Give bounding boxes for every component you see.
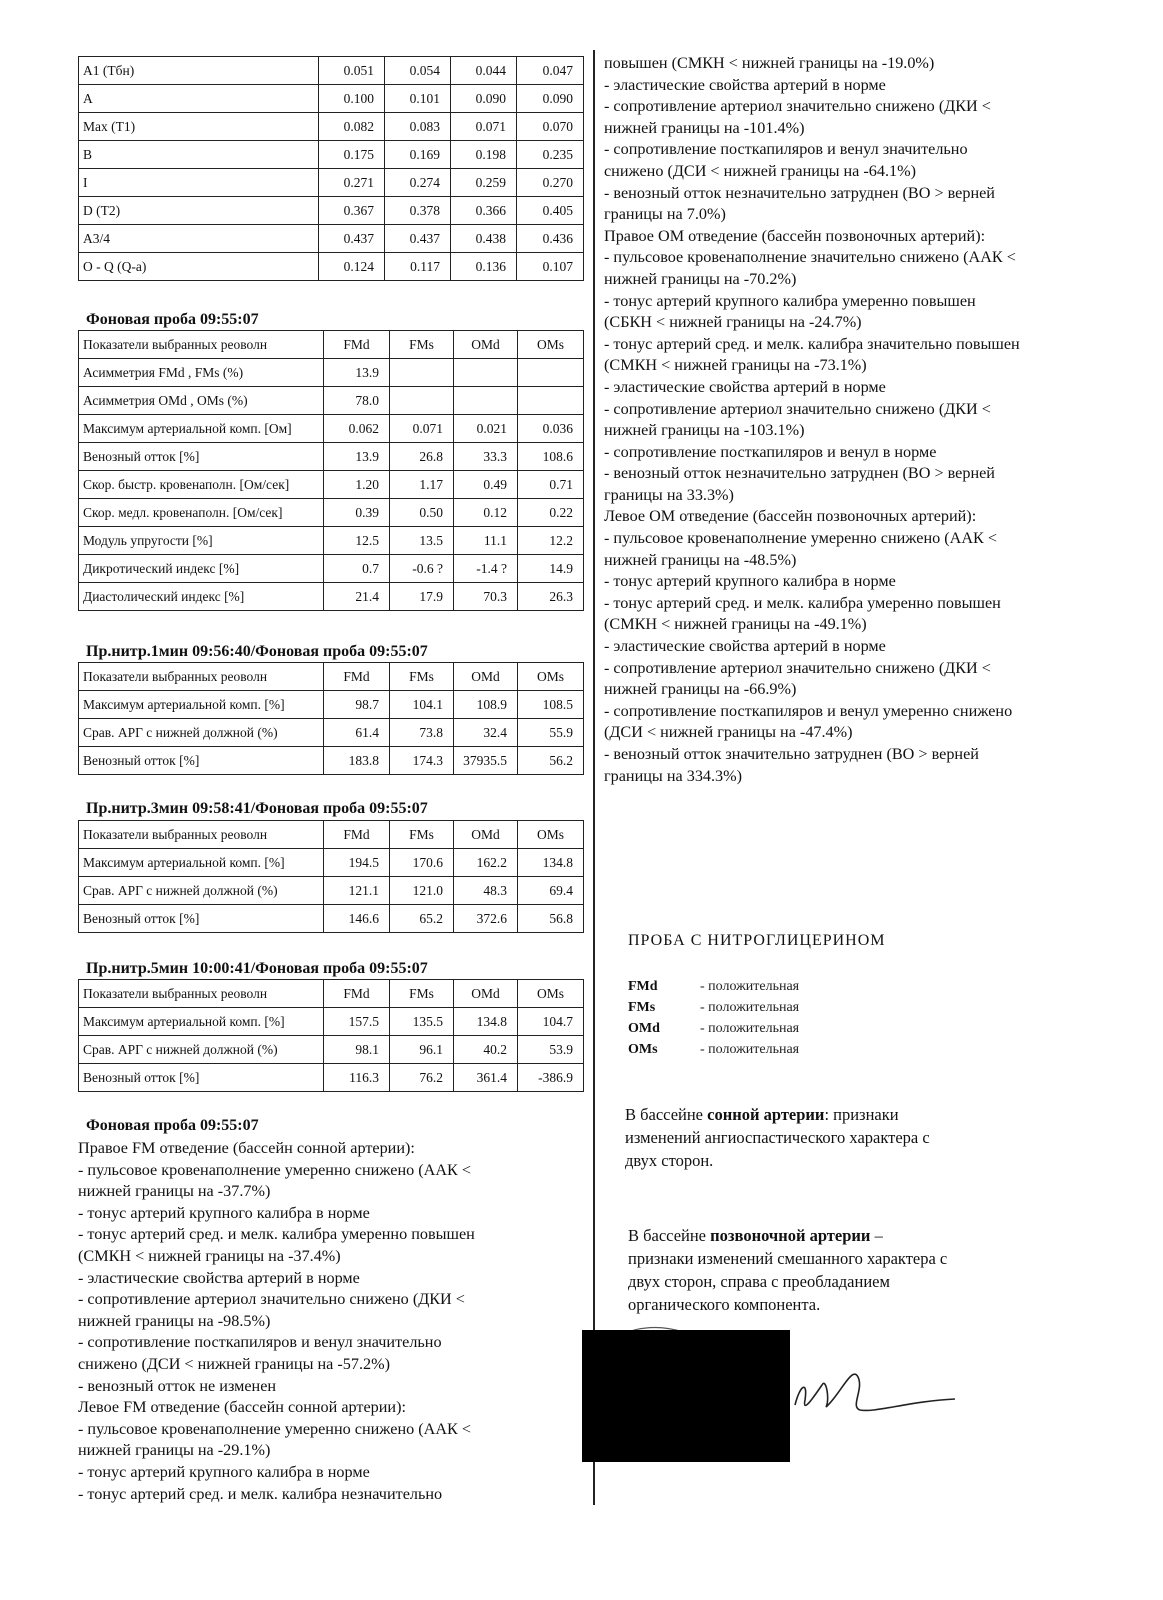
value-cell: 0.235 [517,141,584,169]
table-row [79,141,584,169]
findings-title: Фоновая проба 09:55:07 [86,1117,259,1134]
value-cell: 146.6 [324,905,390,933]
redaction-box [582,1330,790,1462]
value-cell: 0.101 [385,85,451,113]
text-line: Левое FM отведение (бассейн сонной артерии): [78,1398,406,1417]
left-findings-text [78,1138,475,1505]
row-label: Асимметрия FMd , FMs (%) [79,359,324,387]
header-cell: OMd [454,980,518,1008]
row-label: Max (T1) [79,113,319,141]
conclusion-vertebral-lead: В бассейне [628,1226,711,1245]
value-cell: 13.9 [324,359,390,387]
value-cell: 0.405 [517,197,584,225]
value-cell: 0.036 [518,415,584,443]
value-cell: 0.378 [385,197,451,225]
value-cell: 70.3 [454,583,518,611]
value-cell: 0.436 [517,225,584,253]
text-line: - сопротивление посткапиляров и венул умеренно снижено [604,701,1013,720]
value-cell: 0.124 [319,253,385,281]
text-line: (СМКН < нижней границы на -73.1%) [604,356,867,375]
row-label: Срав. АРГ с нижней должной (%) [79,719,324,747]
value-cell: 21.4 [324,583,390,611]
header-cell: FMd [324,331,390,359]
text-line: (ДСИ < нижней границы на -47.4%) [604,723,853,742]
value-cell: 0.39 [324,499,390,527]
value-cell: 135.5 [390,1008,454,1036]
value-cell: 134.8 [454,1008,518,1036]
text-line: - тонус артерий крупного калибра в норме [78,1203,370,1222]
value-cell: 55.9 [518,719,584,747]
value-cell: 170.6 [390,849,454,877]
table-row [79,555,584,583]
text-line: нижней границы на -98.5%) [78,1311,271,1330]
table-row [79,583,584,611]
table-row [79,85,584,113]
probe-result-value: - положительная [700,1042,800,1057]
text-line: границы на 334.3%) [604,766,743,785]
table-row [79,225,584,253]
header-cell: OMd [454,331,518,359]
value-cell: 0.090 [517,85,584,113]
probe-result-value: - положительная [700,979,800,994]
nitro-1min-title: Пр.нитр.1мин 09:56:40/Фоновая проба 09:55:07 [86,643,428,660]
value-cell: 98.7 [324,691,390,719]
value-cell: 0.082 [319,113,385,141]
value-cell: 0.366 [451,197,517,225]
row-label: Скор. быстр. кровенаполн. [Ом/сек] [79,471,324,499]
value-cell: 162.2 [454,849,518,877]
value-cell: 0.274 [385,169,451,197]
value-cell: 0.437 [385,225,451,253]
table-header-row [79,663,584,691]
value-cell: 104.1 [390,691,454,719]
value-cell: 121.0 [390,877,454,905]
value-cell: -0.6 ? [390,555,454,583]
value-cell: 98.1 [324,1036,390,1064]
conclusion-carotid [625,1103,930,1172]
text-line: органического компонента. [628,1295,821,1314]
value-cell: 0.12 [454,499,518,527]
text-line: нижней границы на -29.1%) [78,1441,271,1460]
value-cell: 0.7 [324,555,390,583]
text-line: - тонус артерий сред. и мелк. калибра незначительно [78,1484,443,1503]
header-cell: Показатели выбранных реоволн [79,663,324,691]
probe-lead-name: FMs [628,1000,656,1015]
row-label: Максимум артериальной комп. [%] [79,691,324,719]
text-line: повышен (СМКН < нижней границы на -19.0%) [604,54,935,72]
value-cell: 33.3 [454,443,518,471]
row-label: Асимметрия OMd , OMs (%) [79,387,324,415]
conclusion-vertebral-bold: позвоночной артерии [710,1226,871,1245]
value-cell: 65.2 [390,905,454,933]
table-header-row [79,980,584,1008]
background-test-table [78,330,584,611]
nitro-1min-table [78,662,584,775]
value-cell: 108.5 [518,691,584,719]
text-line: - венозный отток незначительно затруднен (ВО > верней [604,183,995,202]
value-cell: 0.070 [517,113,584,141]
row-label: O - Q (Q-a) [79,253,319,281]
table-row [79,169,584,197]
text-line: - сопротивление артериол значительно снижено (ДКИ < [604,399,991,418]
value-cell: 0.117 [385,253,451,281]
header-cell: FMs [390,331,454,359]
nitro-3min-title: Пр.нитр.3мин 09:58:41/Фоновая проба 09:55:07 [86,800,428,817]
text-line: нижней границы на -103.1%) [604,421,805,440]
text-line: двух сторон, справа с преобладанием [628,1272,890,1291]
value-cell [390,387,454,415]
value-cell: 0.100 [319,85,385,113]
header-cell: OMs [518,980,584,1008]
value-cell: 17.9 [390,583,454,611]
value-cell: 1.20 [324,471,390,499]
row-label: B [79,141,319,169]
header-cell: Показатели выбранных реоволн [79,980,324,1008]
value-cell: 0.50 [390,499,454,527]
text-line: (СМКН < нижней границы на -37.4%) [78,1246,341,1265]
value-cell: 183.8 [324,747,390,775]
table-row [79,1008,584,1036]
value-cell: 194.5 [324,849,390,877]
text-line: границы на 33.3%) [604,485,734,504]
value-cell: 26.3 [518,583,584,611]
row-label: Дикротический индекс [%] [79,555,324,583]
header-cell: FMs [390,663,454,691]
probe-lead-name: FMd [628,979,658,994]
text-line: - пульсовое кровенаполнение умеренно снижено (ААК < [604,529,997,548]
value-cell: 32.4 [454,719,518,747]
conclusion-carotid-rest: : признаки [824,1105,899,1124]
value-cell: 0.271 [319,169,385,197]
value-cell: 0.437 [319,225,385,253]
value-cell: 12.5 [324,527,390,555]
value-cell: 0.044 [451,57,517,85]
text-line: - сопротивление посткапиляров и венул значительно [78,1333,442,1352]
row-label: Срав. АРГ с нижней должной (%) [79,877,324,905]
text-line: - эластические свойства артерий в норме [604,75,886,94]
value-cell: 0.054 [385,57,451,85]
table-row [79,905,584,933]
text-line: Правое ОМ отведение (бассейн позвоночных артерий): [604,226,986,245]
row-label: Максимум артериальной комп. [%] [79,849,324,877]
text-line: нижней границы на -37.7%) [78,1182,271,1201]
table-row [79,747,584,775]
value-cell: 104.7 [518,1008,584,1036]
table-header-row [79,331,584,359]
text-line: - сопротивление артериол значительно снижено (ДКИ < [604,658,991,677]
value-cell: 76.2 [390,1064,454,1092]
text-line: Правое FM отведение (бассейн сонной артерии): [78,1139,415,1157]
row-label: Максимум артериальной комп. [Ом] [79,415,324,443]
text-line: - сопротивление артериол значительно снижено (ДКИ < [604,97,991,116]
value-cell: 0.062 [324,415,390,443]
text-line: нижней границы на -48.5%) [604,550,797,569]
text-line: - пульсовое кровенаполнение значительно снижено (ААК < [604,248,1016,267]
header-cell: FMd [324,980,390,1008]
value-cell [454,387,518,415]
header-cell: OMd [454,821,518,849]
value-cell: 0.071 [390,415,454,443]
row-label: Венозный отток [%] [79,1064,324,1092]
text-line: нижней границы на -70.2%) [604,269,797,288]
text-line: - эластические свойства артерий в норме [78,1268,360,1287]
row-label: Венозный отток [%] [79,443,324,471]
value-cell: 372.6 [454,905,518,933]
table-row [79,719,584,747]
conclusion-carotid-lead: В бассейне [625,1105,708,1124]
right-findings-text [604,53,1020,787]
value-cell: 13.5 [390,527,454,555]
value-cell: 0.051 [319,57,385,85]
value-cell [518,387,584,415]
text-line: нижней границы на -66.9%) [604,680,797,699]
conclusion-carotid-bold: сонной артерии [707,1105,825,1124]
probe-result-row [628,1039,799,1060]
value-cell [390,359,454,387]
text-line: - тонус артерий сред. и мелк. калибра умеренно повышен [604,593,1001,612]
value-cell: 116.3 [324,1064,390,1092]
row-label: D (T2) [79,197,319,225]
table-row [79,471,584,499]
table-row [79,443,584,471]
text-line: двух сторон. [625,1151,714,1170]
table-row [79,499,584,527]
row-label: I [79,169,319,197]
table-row [79,57,584,85]
table-row [79,113,584,141]
probe-result-row [628,1018,799,1039]
value-cell: 174.3 [390,747,454,775]
table-row [79,691,584,719]
value-cell: 13.9 [324,443,390,471]
text-line: - тонус артерий крупного калибра в норме [78,1462,370,1481]
text-line: признаки изменений смешанного характера с [628,1249,948,1268]
table-row [79,849,584,877]
conclusion-vertebral-rest: – [870,1226,883,1245]
value-cell: 0.169 [385,141,451,169]
text-line: нижней границы на -101.4%) [604,118,805,137]
row-label: Максимум артериальной комп. [%] [79,1008,324,1036]
value-cell: 12.2 [518,527,584,555]
signature [760,1355,960,1425]
text-line: - пульсовое кровенаполнение умеренно снижено (ААК < [78,1160,471,1179]
text-line: - венозный отток незначительно затруднен (ВО > верней [604,464,995,483]
value-cell: 0.438 [451,225,517,253]
column-divider [593,50,595,1505]
table-row [79,253,584,281]
value-cell: 48.3 [454,877,518,905]
text-line: границы на 7.0%) [604,205,726,224]
text-line: - сопротивление посткапиляров и венул значительно [604,140,968,159]
nitro-probe-title: ПРОБА С НИТРОГЛИЦЕРИНОМ [628,932,886,949]
value-cell: 361.4 [454,1064,518,1092]
value-cell: 69.4 [518,877,584,905]
value-cell: 0.083 [385,113,451,141]
conclusion-vertebral [628,1224,947,1316]
value-cell: 1.17 [390,471,454,499]
value-cell: 134.8 [518,849,584,877]
background-test-title: Фоновая проба 09:55:07 [86,311,259,328]
value-cell: 56.8 [518,905,584,933]
text-line: - эластические свойства артерий в норме [604,377,886,396]
value-cell: 37935.5 [454,747,518,775]
text-line: - тонус артерий крупного калибра умеренно повышен [604,291,976,310]
row-label: A3/4 [79,225,319,253]
header-cell: FMd [324,663,390,691]
text-line: - пульсовое кровенаполнение умеренно снижено (ААК < [78,1419,471,1438]
header-cell: OMs [518,663,584,691]
value-cell: 121.1 [324,877,390,905]
text-line: снижено (ДСИ < нижней границы на -57.2%) [78,1354,390,1373]
text-line: (СМКН < нижней границы на -49.1%) [604,615,867,634]
table-row [79,415,584,443]
row-label: A1 (Тбн) [79,57,319,85]
value-cell: 40.2 [454,1036,518,1064]
header-cell: OMs [518,331,584,359]
table-header-row [79,821,584,849]
value-cell: 0.198 [451,141,517,169]
value-cell: 11.1 [454,527,518,555]
value-cell: 73.8 [390,719,454,747]
table-row [79,1036,584,1064]
nitro-5min-title: Пр.нитр.5мин 10:00:41/Фоновая проба 09:55:07 [86,960,428,977]
probe-lead-name: OMd [628,1021,660,1036]
row-label: Модуль упругости [%] [79,527,324,555]
value-cell: 157.5 [324,1008,390,1036]
table-row [79,527,584,555]
value-cell: 0.367 [319,197,385,225]
value-cell: -1.4 ? [454,555,518,583]
header-cell: Показатели выбранных реоволн [79,821,324,849]
row-label: Скор. медл. кровенаполн. [Ом/сек] [79,499,324,527]
text-line: - сопротивление посткапиляров и венул в норме [604,442,937,461]
text-line: - тонус артерий крупного калибра в норме [604,572,896,591]
table-row [79,1064,584,1092]
probe-result-value: - положительная [700,1000,800,1015]
text-line: снижено (ДСИ < нижней границы на -64.1%) [604,161,916,180]
table-row [79,387,584,415]
value-cell: 0.22 [518,499,584,527]
value-cell: 61.4 [324,719,390,747]
value-cell: -386.9 [518,1064,584,1092]
nitro-5min-table [78,979,584,1092]
probe-result-row [628,997,799,1018]
row-label: Венозный отток [%] [79,905,324,933]
probe-result-row [628,976,799,997]
value-cell: 26.8 [390,443,454,471]
header-cell: FMs [390,821,454,849]
text-line: Левое ОМ отведение (бассейн позвоночных артерий): [604,507,977,526]
text-line: - тонус артерий сред. и мелк. калибра умеренно повышен [78,1225,475,1244]
value-cell: 0.047 [517,57,584,85]
header-cell: OMd [454,663,518,691]
header-cell: FMs [390,980,454,1008]
text-line: изменений ангиоспастического характера с [625,1128,930,1147]
header-cell: Показатели выбранных реоволн [79,331,324,359]
text-line: - венозный отток не изменен [78,1376,277,1395]
row-label: Диастолический индекс [%] [79,583,324,611]
value-cell: 56.2 [518,747,584,775]
value-cell: 108.6 [518,443,584,471]
value-cell: 78.0 [324,387,390,415]
text-line: - эластические свойства артерий в норме [604,637,886,656]
text-line: - тонус артерий сред. и мелк. калибра значительно повышен [604,334,1020,353]
amplitude-table [78,56,584,281]
value-cell: 0.270 [517,169,584,197]
row-label: A [79,85,319,113]
value-cell: 0.175 [319,141,385,169]
text-line: - сопротивление артериол значительно снижено (ДКИ < [78,1290,465,1309]
text-line: - венозный отток значительно затруднен (ВО > верней [604,745,979,763]
value-cell: 0.136 [451,253,517,281]
nitro-probe-results [628,976,799,1060]
nitro-3min-table [78,820,584,933]
table-row [79,359,584,387]
header-cell: FMd [324,821,390,849]
header-cell: OMs [518,821,584,849]
value-cell: 0.071 [451,113,517,141]
value-cell: 96.1 [390,1036,454,1064]
value-cell: 0.107 [517,253,584,281]
probe-lead-name: OMs [628,1042,658,1057]
value-cell: 0.49 [454,471,518,499]
value-cell: 0.259 [451,169,517,197]
value-cell: 0.021 [454,415,518,443]
text-line: (СБКН < нижней границы на -24.7%) [604,313,862,332]
value-cell [518,359,584,387]
value-cell: 53.9 [518,1036,584,1064]
row-label: Венозный отток [%] [79,747,324,775]
table-row [79,197,584,225]
value-cell: 108.9 [454,691,518,719]
value-cell: 0.090 [451,85,517,113]
value-cell: 0.71 [518,471,584,499]
table-row [79,877,584,905]
value-cell: 14.9 [518,555,584,583]
value-cell [454,359,518,387]
row-label: Срав. АРГ с нижней должной (%) [79,1036,324,1064]
probe-result-value: - положительная [700,1021,800,1036]
